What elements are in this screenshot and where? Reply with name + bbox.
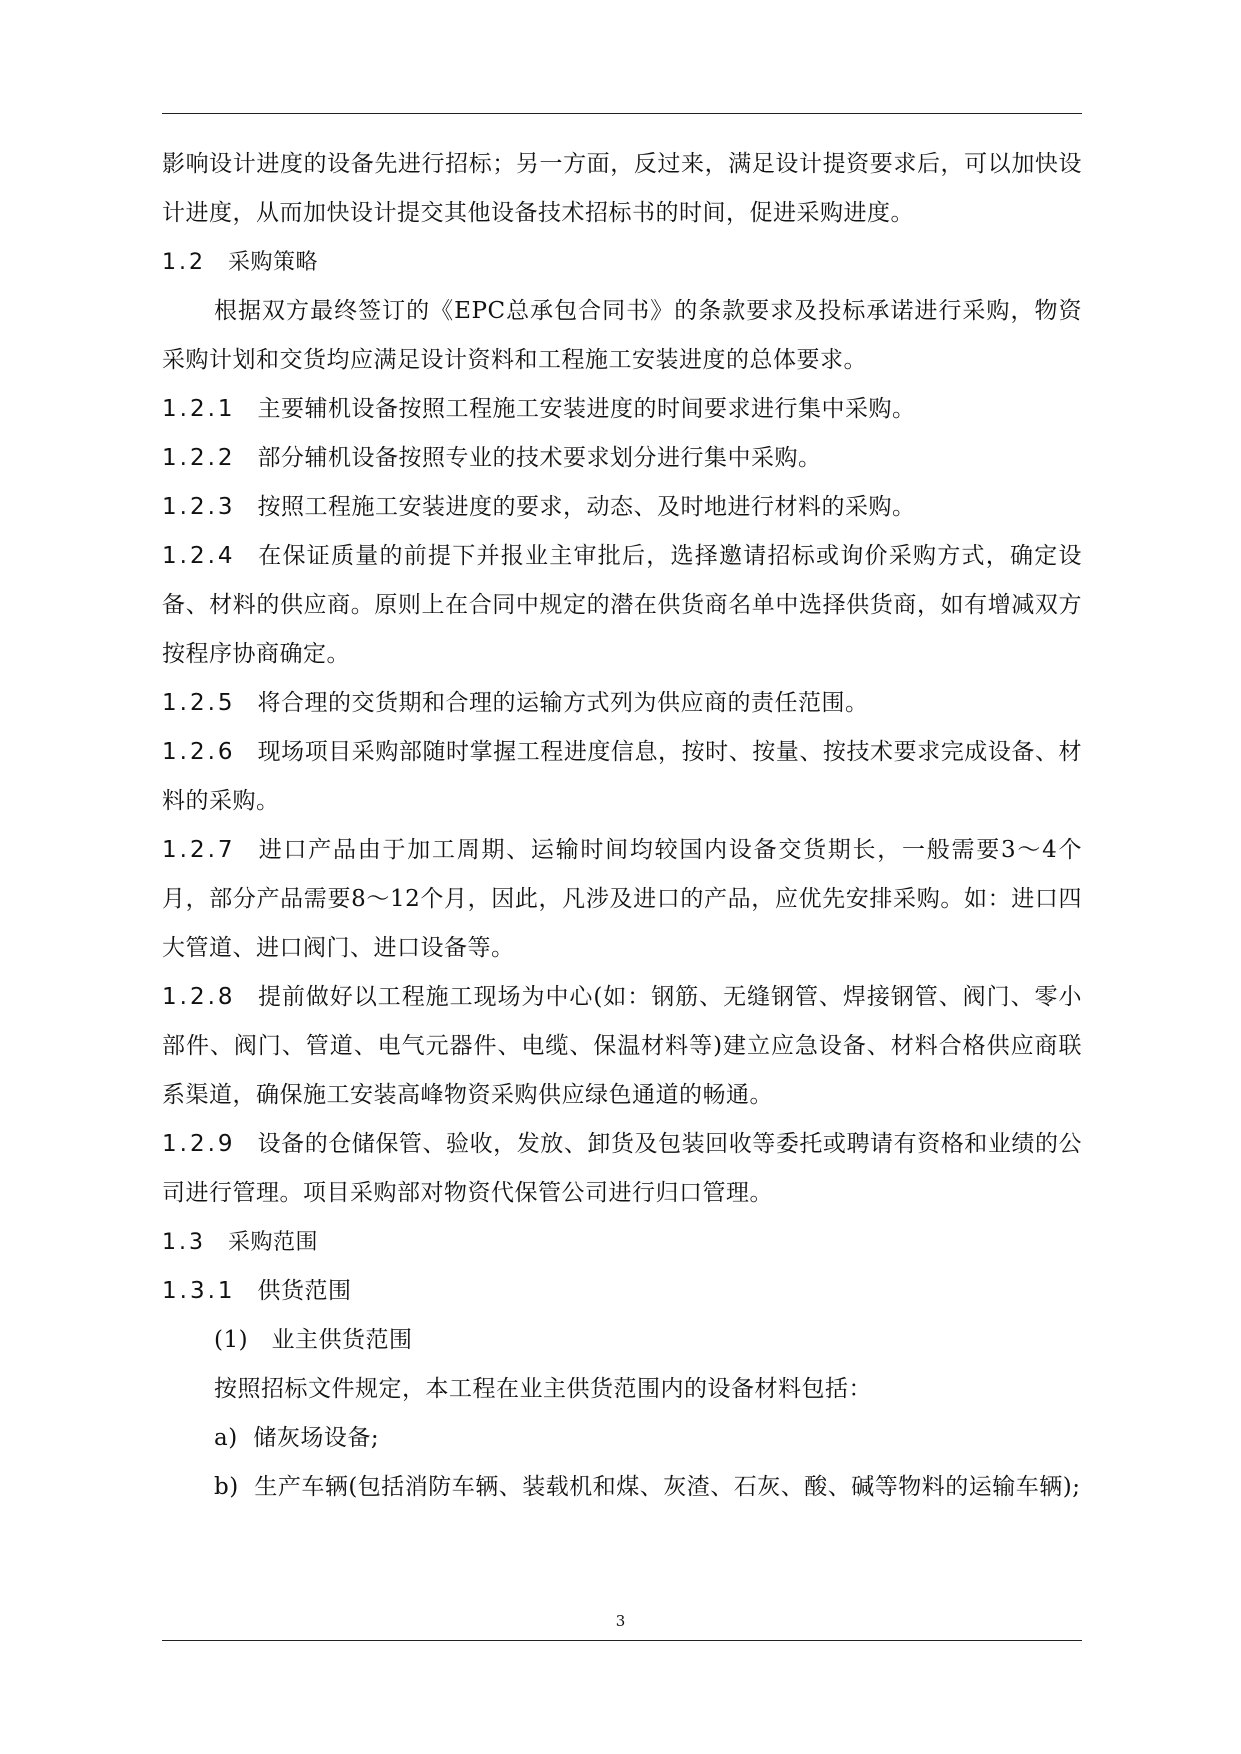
list-item-1-2-2: 1.2.2 部分辅机设备按照专业的技术要求划分进行集中采购。 — [162, 445, 822, 471]
list-item-a: a) 储灰场设备; — [214, 1425, 380, 1451]
list-item-1-2-6: 1.2.6 现场项目采购部随时掌握工程进度信息，按时、按量、按技术要求完成设备、材料的采购。 — [162, 739, 1082, 814]
header-rule — [162, 113, 1082, 114]
sub-heading-owner-supply: (1) 业主供货范围 — [214, 1327, 413, 1353]
paragraph-owner-supply-scope: 按照招标文件规定，本工程在业主供货范围内的设备材料包括： — [214, 1376, 872, 1402]
list-item-b: b) 生产车辆(包括消防车辆、装载机和煤、灰渣、石灰、酸、碱等物料的运输车辆); — [214, 1474, 1081, 1500]
list-item-1-2-4: 1.2.4 在保证质量的前提下并报业主审批后，选择邀请招标或询价采购方式，确定设备、材料的供应商。原则上在合同中规定的潜在供货商名单中选择供货商，如有增减双方按程序协商确定。 — [162, 543, 1082, 667]
list-item-1-2-5: 1.2.5 将合理的交货期和合理的运输方式列为供应商的责任范围。 — [162, 690, 869, 716]
section-heading-1-3: 1.3 采购范围 — [162, 1230, 319, 1255]
list-item-1-2-8: 1.2.8 提前做好以工程施工现场为中心(如：钢筋、无缝钢管、焊接钢管、阀门、零小部件、阀门、管道、电气元器件、电缆、保温材料等)建立应急设备、材料合格供应商联系渠道，确保施工安装高峰物资采购供应绿色通道的畅通。 — [162, 984, 1082, 1108]
footer-rule — [162, 1640, 1082, 1641]
list-item-1-2-1: 1.2.1 主要辅机设备按照工程施工安装进度的时间要求进行集中采购。 — [162, 396, 916, 422]
list-item-1-3-1: 1.3.1 供货范围 — [162, 1278, 352, 1304]
section-heading-1-2: 1.2 采购策略 — [162, 250, 319, 275]
page-number: 3 — [615, 1612, 626, 1630]
paragraph-procurement-intro: 影响设计进度的设备先进行招标；另一方面，反过来，满足设计提资要求后，可以加快设计进度，从而加快设计提交其他设备技术招标书的时间，促进采购进度。 — [162, 151, 1082, 226]
list-item-1-2-9: 1.2.9 设备的仓储保管、验收，发放、卸货及包装回收等委托或聘请有资格和业绩的公司进行管理。项目采购部对物资代保管公司进行归口管理。 — [162, 1131, 1082, 1206]
list-item-1-2-3: 1.2.3 按照工程施工安装进度的要求，动态、及时地进行材料的采购。 — [162, 494, 916, 520]
document-body — [162, 140, 1082, 1512]
paragraph-strategy-basis: 根据双方最终签订的《EPC总承包合同书》的条款要求及投标承诺进行采购，物资采购计划和交货均应满足设计资料和工程施工安装进度的总体要求。 — [162, 298, 1082, 373]
list-item-1-2-7: 1.2.7 进口产品由于加工周期、运输时间均较国内设备交货期长，一般需要3～4个月，部分产品需要8～12个月，因此，凡涉及进口的产品，应优先安排采购。如：进口四大管道、进口阀门、进口设备等。 — [162, 837, 1082, 961]
